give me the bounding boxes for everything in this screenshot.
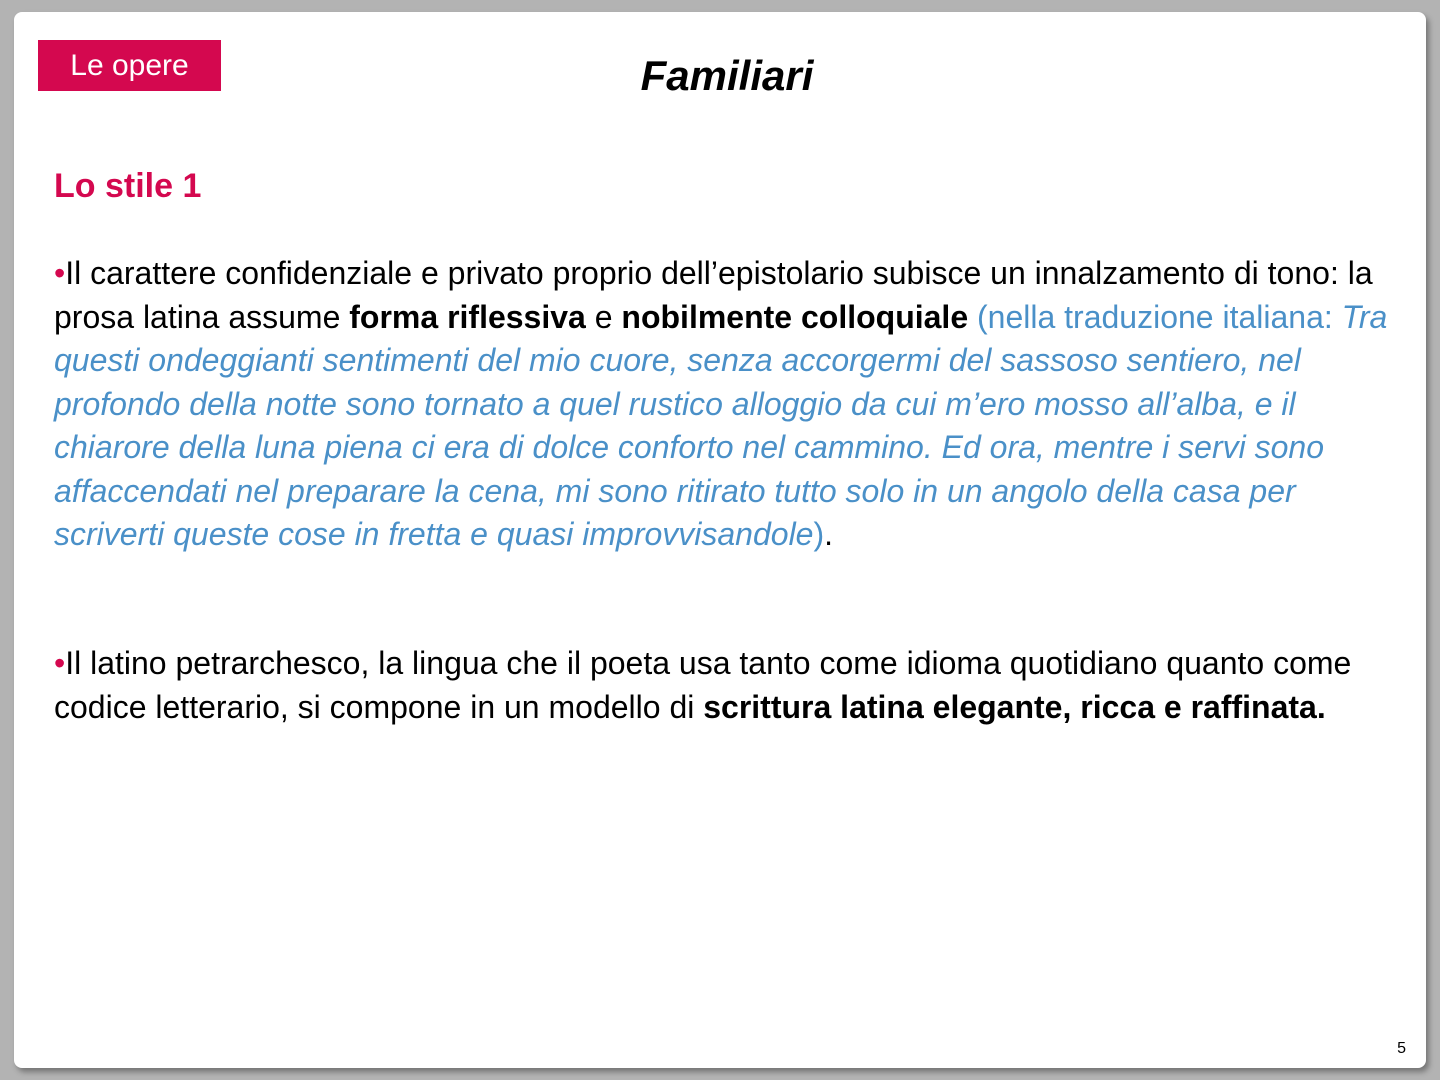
bullet-paragraph-style bbox=[54, 252, 1394, 557]
emphasis-text: scrittura latina elegante, ricca e raffinata bbox=[703, 688, 1317, 725]
bullet-marker: • bbox=[54, 255, 66, 291]
translation-quote: Tra questi ondeggianti sentimenti del mio cuore, senza accorgermi del sassoso sentiero, nel profondo della notte sono tornato a quel rustico alloggio da cui m’ero mosso all’alba, e il chiarore della luna piena ci era di dolce conforto nel cammino. Ed ora, mentre i servi sono affaccendati nel preparare la cena, mi sono ritirato tutto solo in un angolo della casa per scriverti queste cose in fretta e quasi improvvisandole bbox=[54, 298, 1388, 552]
paragraph-end: . bbox=[1316, 688, 1326, 725]
slide bbox=[14, 12, 1426, 1068]
emphasis-text: nobilmente colloquiale bbox=[621, 298, 969, 335]
emphasis-text: forma riflessiva bbox=[349, 298, 586, 335]
paragraph-text: Il carattere confidenziale e privato proprio dell’epistolario subisce un innalzamento di tono: la prosa latina assume bbox=[54, 255, 1373, 335]
bullet-marker: • bbox=[54, 645, 66, 681]
section-tag: Le opere bbox=[38, 40, 221, 91]
paragraph-end: . bbox=[824, 516, 834, 552]
bullet-paragraph-latin bbox=[54, 642, 1394, 729]
paragraph-text: Il latino petrarchesco, la lingua che il poeta usa tanto come idioma quotidiano quanto come codice letterario, si compone in un modello di bbox=[54, 645, 1352, 725]
paragraph-text: e bbox=[585, 298, 622, 335]
page-number: 5 bbox=[1397, 1040, 1406, 1057]
slide-title: Familiari bbox=[640, 52, 814, 99]
translation-intro: (nella traduzione italiana: bbox=[968, 298, 1342, 335]
translation-close: ) bbox=[813, 516, 825, 552]
section-subheading: Lo stile 1 bbox=[54, 167, 202, 205]
